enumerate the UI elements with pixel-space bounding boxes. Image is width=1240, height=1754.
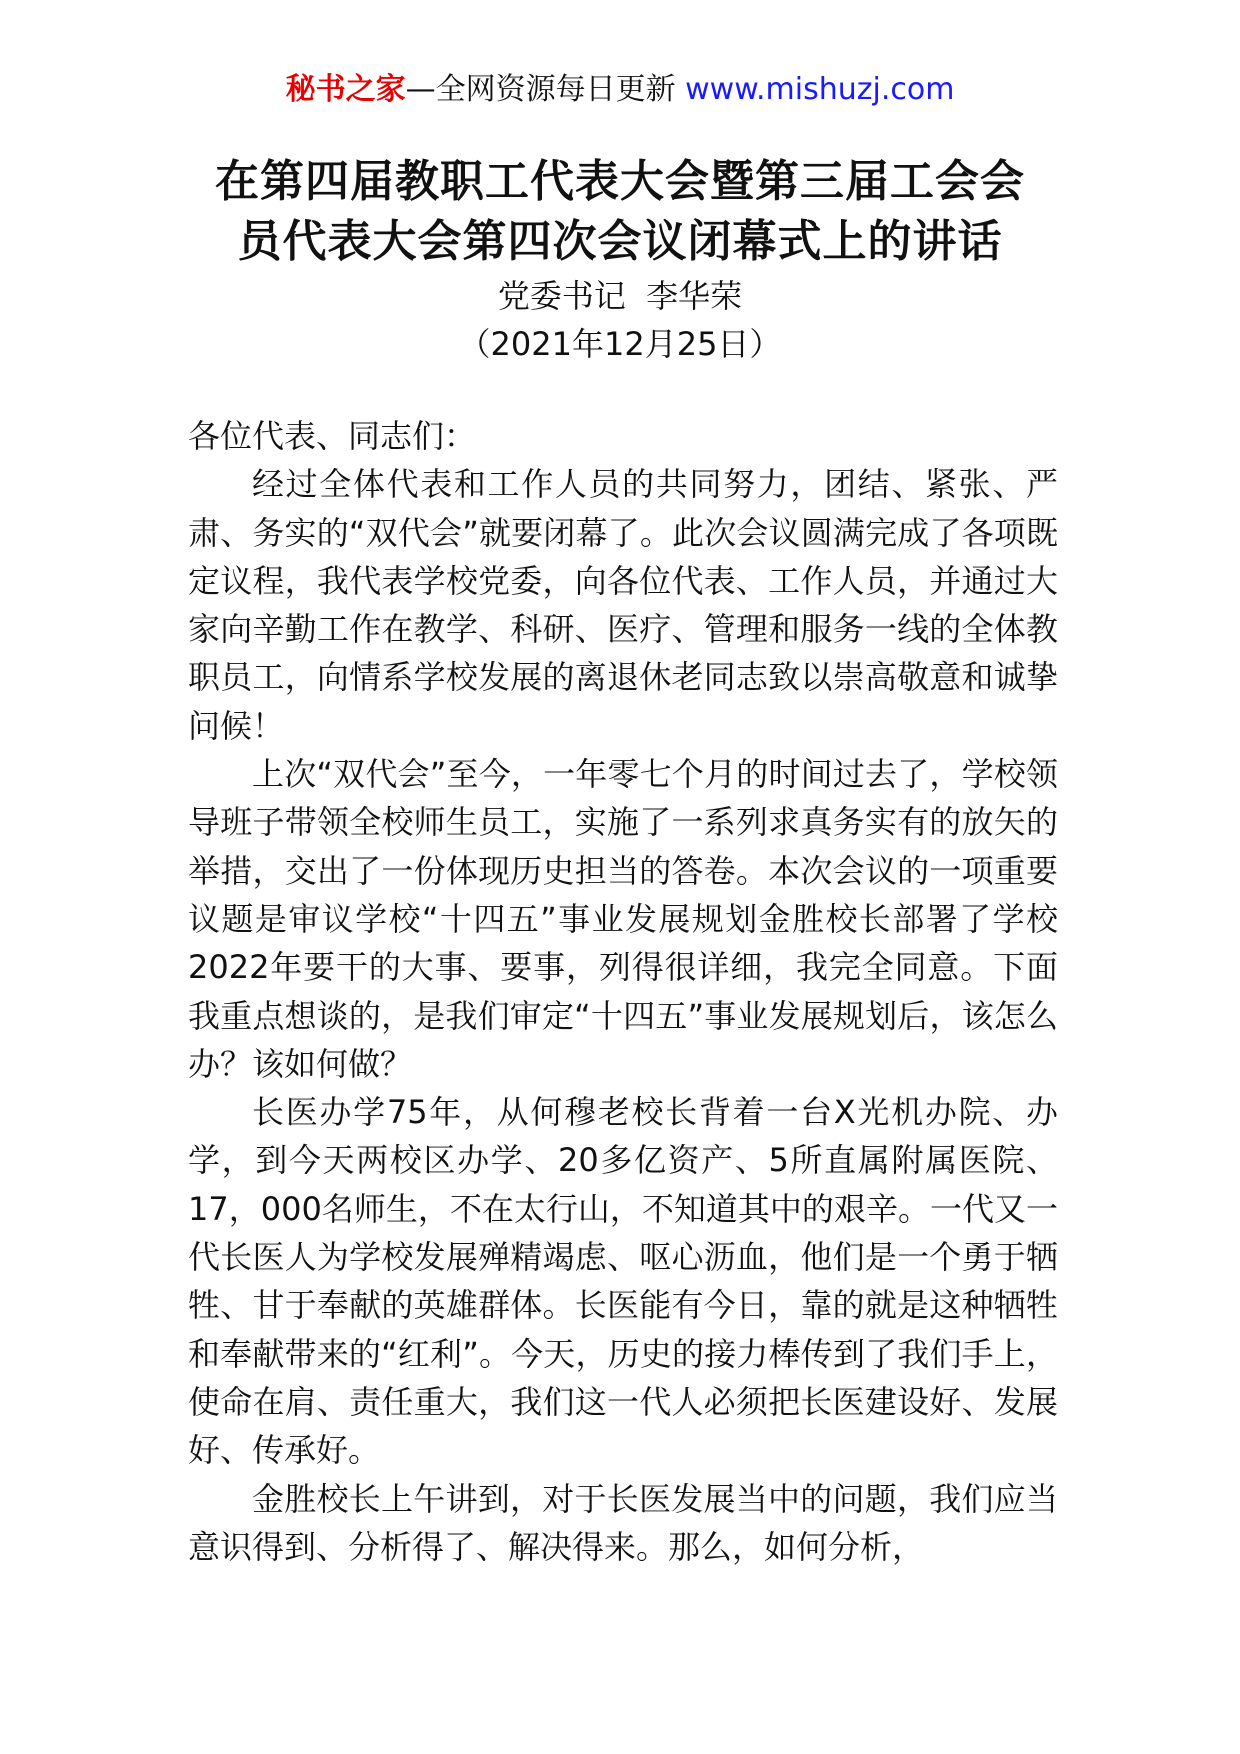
- site-url-link[interactable]: www.mishuzj.com: [685, 72, 955, 107]
- speech-date: （2021年12月25日）: [458, 325, 782, 363]
- paragraph-2: 上次“双代会”至今，一年零七个月的时间过去了，学校领导班子带领全校师生员工，实施了一系列求真务实有的放矢的举措，交出了一份体现历史担当的答卷。本次会议的一项重要议题是审议学校“十四五”事业发展规划金胜校长部署了学校2022年要干的大事、要事，列得很详细，我完全同意。下面我重点想谈的，是我们审定“十四五”事业发展规划后，该怎么办？该如何做？: [188, 755, 1058, 1083]
- document-title: [100, 152, 1140, 272]
- site-header: [0, 70, 1240, 110]
- title-line-1: 在第四届教职工代表大会暨第三届工会会: [215, 156, 1025, 207]
- paragraph-4: 金胜校长上午讲到，对于长医发展当中的问题，我们应当意识得到、分析得了、解决得来。那么，如何分析，: [188, 1479, 1058, 1566]
- speech-body: [188, 412, 1058, 1571]
- salutation: 各位代表、同志们：: [188, 417, 477, 455]
- header-slogan: —全网资源每日更新: [405, 72, 686, 107]
- author-byline: 党委书记 李华荣: [497, 277, 743, 315]
- paragraph-3: 长医办学75年，从何穆老校长背着一台X光机办院、办学，到今天两校区办学、20多亿资产、5所直属附属医院、17，000名师生，不在太行山，不知道其中的艰辛。一代又一代长医人为学校发展殚精竭虑、呕心沥血，他们是一个勇于牺牲、甘于奉献的英雄群体。长医能有今日，靠的就是这种牺牲和奉献带来的“红利”。今天，历史的接力棒传到了我们手上，使命在肩、责任重大，我们这一代人必须把长医建设好、发展好、传承好。: [188, 1093, 1058, 1470]
- brand-name: 秘书之家: [285, 72, 406, 107]
- paragraph-1: 经过全体代表和工作人员的共同努力，团结、紧张、严肃、务实的“双代会”就要闭幕了。此次会议圆满完成了各项既定议程，我代表学校党委，向各位代表、工作人员，并通过大家向辛勤工作在教学、科研、医疗、管理和服务一线的全体教职员工，向情系学校发展的离退休老同志致以崇高敬意和诚挚问候！: [188, 465, 1058, 745]
- title-line-2: 员代表大会第四次会议闭幕式上的讲话: [237, 216, 1003, 267]
